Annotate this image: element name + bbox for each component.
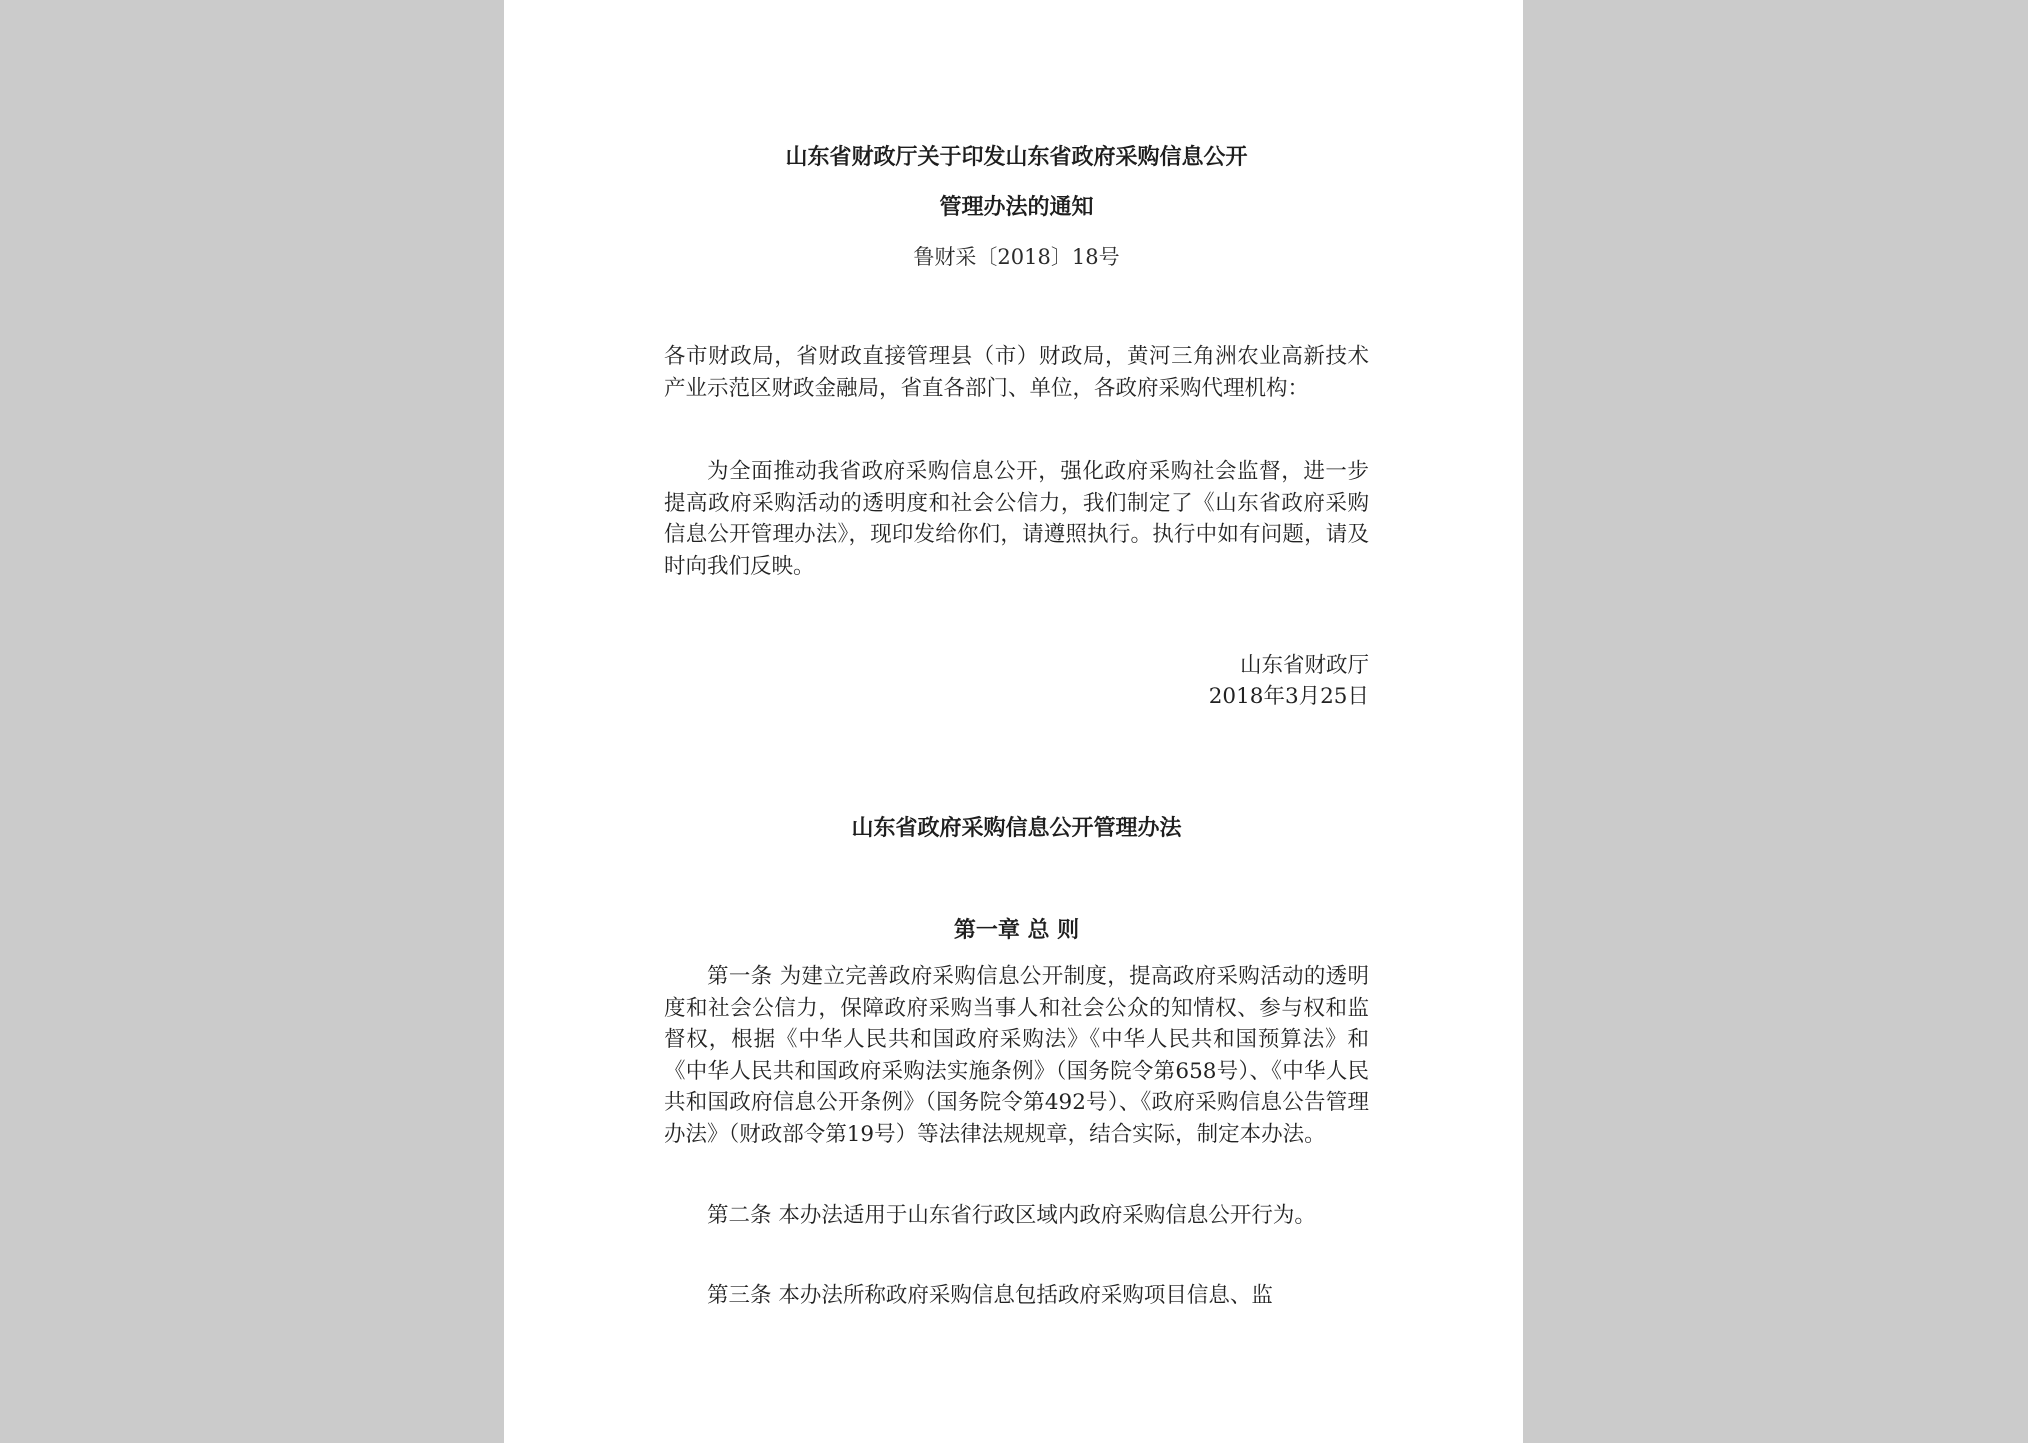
article-3: 第三条 本办法所称政府采购信息包括政府采购项目信息、监 [707, 1283, 1273, 1308]
document-page [504, 0, 1523, 1443]
measures-title: 山东省政府采购信息公开管理办法 [851, 815, 1182, 841]
article-1: 第一条 为建立完善政府采购信息公开制度，提高政府采购活动的透明度和社会公信力，保障政府采购当事人和社会公众的知情权、参与权和监督权，根据《中华人民共和国政府采购法》《中华人民共和国预算法》和《中华人民共和国政府采购法实施条例》（国务院令第658号）、《中华人民共和国政府信息公开条例》（国务院令第492号）、《政府采购信息公告管理办法》（财政部令第19号）等法律法规规章，结合实际，制定本办法。 [664, 964, 1369, 1147]
notice-body-paragraph: 为全面推动我省政府采购信息公开，强化政府采购社会监督，进一步提高政府采购活动的透明度和社会公信力，我们制定了《山东省政府采购信息公开管理办法》，现印发给你们，请遵照执行。执行中如有问题，请及时向我们反映。 [664, 459, 1369, 579]
signature-date: 2018年3月25日 [1208, 684, 1369, 709]
chapter-heading: 第一章 总 则 [953, 917, 1080, 943]
notice-title-line2: 管理办法的通知 [939, 194, 1094, 220]
document-number: 鲁财采〔2018〕18号 [913, 245, 1120, 269]
article-2: 第二条 本办法适用于山东省行政区域内政府采购信息公开行为。 [707, 1203, 1316, 1228]
notice-salutation: 各市财政局，省财政直接管理县（市）财政局，黄河三角洲农业高新技术产业示范区财政金融局，省直各部门、单位，各政府采购代理机构： [664, 344, 1369, 401]
notice-title-line1: 山东省财政厅关于印发山东省政府采购信息公开 [785, 144, 1248, 170]
signature-organization: 山东省财政厅 [1239, 653, 1369, 678]
